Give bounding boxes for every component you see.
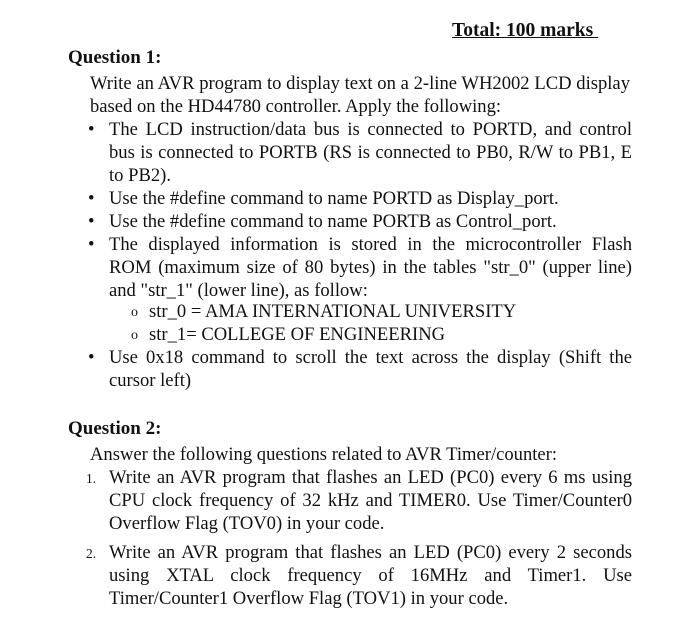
bullet-text: Use 0x18 command to scroll the text across the display (Shift the cursor left) [109, 347, 632, 391]
bullet-marker: • [88, 347, 95, 368]
question-1-bullet-scroll [90, 346, 632, 392]
question-2-title: Question 2: [68, 418, 162, 439]
question-2-item-1 [86, 466, 632, 535]
bullet-marker: • [88, 211, 95, 232]
bullet-marker: • [88, 234, 95, 255]
question-1-bullet-define-display [90, 187, 632, 210]
question-1-subitem-str0 [131, 300, 649, 323]
question-1-intro: Write an AVR program to display text on a 2-line WH2002 LCD display based on the HD44780 controller. Apply the following: [90, 73, 630, 117]
question-2-intro: Answer the following questions related to AVR Timer/counter: [90, 444, 558, 465]
question-1-bullet-flash-rom [90, 233, 632, 302]
bullet-text: The LCD instruction/data bus is connected to PORTD, and control bus is connected to PORTB (RS is connected to PB0, R/W to PB1, E to PB2). [109, 119, 632, 186]
bullet-marker: • [88, 119, 95, 140]
bullet-text: Use the #define command to name PORTD as Display_port. [109, 188, 559, 209]
subitem-text: str_0 = AMA INTERNATIONAL UNIVERSITY [149, 301, 517, 322]
item-number: 2. [86, 546, 97, 561]
item-text: Write an AVR program that flashes an LED (PC0) every 6 ms using CPU clock frequency of 32 kHz and TIMER0. Use Timer/Counter0 Overflow Flag (TOV0) in your code. [109, 467, 632, 534]
subitem-text: str_1= COLLEGE OF ENGINEERING [149, 324, 446, 345]
question-1-subitem-str1 [131, 323, 649, 346]
sub-bullet-marker: o [131, 305, 138, 320]
bullet-text: The displayed information is stored in the microcontroller Flash ROM (maximum size of 80 bytes) in the tables "str_0" (upper line) and "str_1" (lower line), as follow: [109, 234, 632, 301]
bullet-marker: • [88, 188, 95, 209]
question-2-item-2 [86, 541, 632, 610]
item-number: 1. [86, 471, 97, 486]
item-text: Write an AVR program that flashes an LED (PC0) every 2 seconds using XTAL clock frequency of 16MHz and Timer1. Use Timer/Counter1 Overflow Flag (TOV1) in your code. [109, 542, 632, 609]
sub-bullet-marker: o [131, 328, 138, 343]
question-1-bullet-define-control [90, 210, 632, 233]
question-1-title: Question 1: [68, 47, 162, 68]
bullet-text: Use the #define command to name PORTB as Control_port. [109, 211, 557, 232]
question-1-bullet-bus-connection [90, 118, 632, 187]
total-marks: Total: 100 marks [452, 20, 599, 41]
